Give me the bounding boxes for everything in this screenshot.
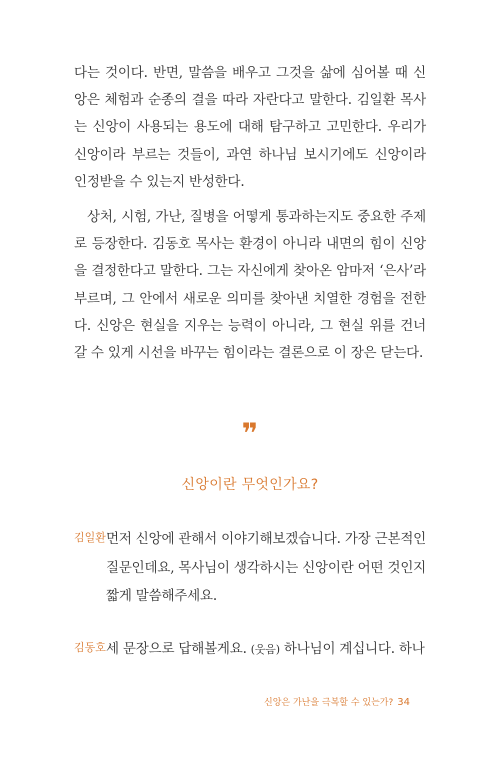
page-number: 34: [397, 697, 410, 708]
speaker-name: 김동호: [74, 641, 106, 654]
speech-text-part: 하나님이 계십니다. 하나: [283, 641, 425, 657]
body-paragraph-1: 다는 것이다. 반면, 말씀을 배우고 그것을 삶에 심어볼 때 신앙은 체험과 순종의 결을 따라 자란다고 말한다. 김일환 목사는 신앙이 사용되는 용도에 대해 탐구하고 고민한다. 우리가 신앙이라 부르는 것들이, 과연 하나님 보시기에도 신앙이라 인정받을 수 있는지 반성한다.: [74, 65, 426, 190]
speech-text: [106, 635, 426, 665]
page-footer: [264, 695, 410, 708]
speaker-name: 김일환: [74, 531, 106, 544]
speech-aside: (웃음): [250, 643, 280, 656]
footer-book-title: 신앙은 가난을 극복할 수 있는가?: [264, 698, 394, 708]
section-title: 신앙이란 무엇인가요?: [181, 477, 319, 493]
speech-text: 먼저 신앙에 관해서 이야기해보겠습니다. 가장 근본적인 질문인데요, 목사님이 생각하시는 신앙이란 어떤 것인지 짧게 말씀해주세요.: [106, 531, 426, 604]
dialogue-entry-2: [74, 635, 426, 665]
speech-text-part: 세 문장으로 답해볼게요.: [106, 641, 247, 657]
dialogue-entry-1: [74, 525, 426, 611]
quote-mark-icon: ❞: [241, 417, 259, 450]
body-paragraph-2: 상처, 시험, 가난, 질병을 어떻게 통과하는지도 중요한 주제로 등장한다. 김동호 목사는 환경이 아니라 내면의 힘이 신앙을 결정한다고 말한다. 그는 자신에게 찾아온 암마저 ‘은사’라 부르며, 그 안에서 새로운 의미를 찾아낸 치열한 경험을 전한다. 신앙은 현실을 지우는 능력이 아니라, 그 현실 위를 건너갈 수 있게 시선을 바꾸는 힘이라는 결론으로 이 장은 닫는다.: [74, 209, 426, 362]
